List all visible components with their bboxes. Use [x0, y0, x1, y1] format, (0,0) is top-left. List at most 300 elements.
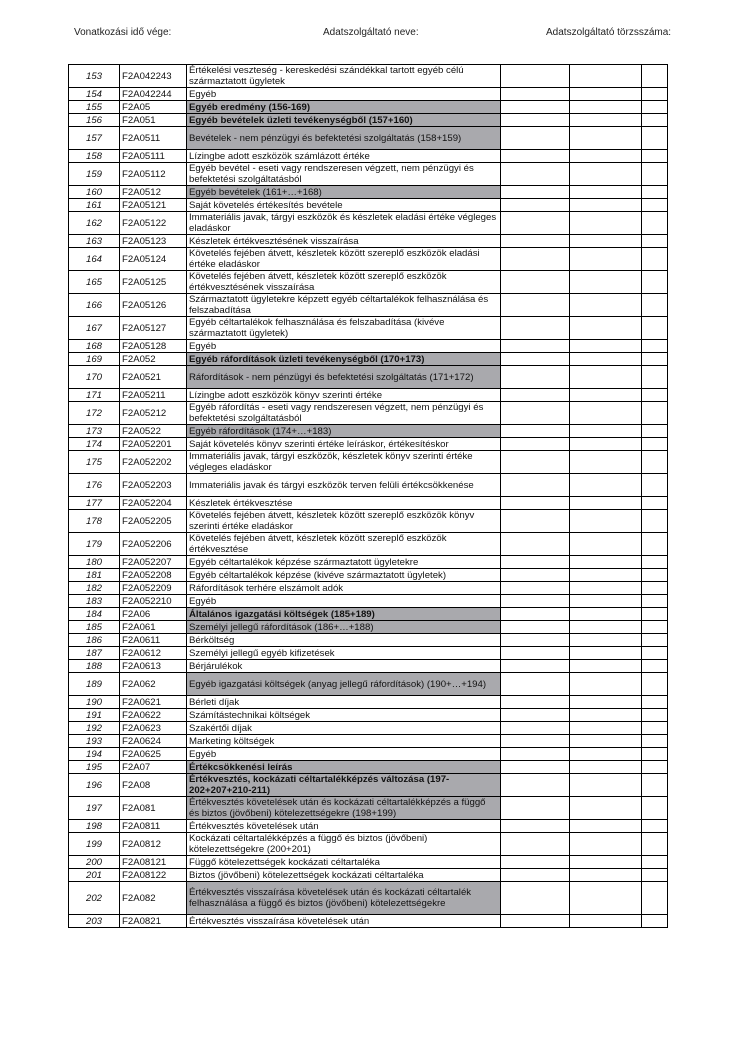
row-code: F2A052203: [120, 474, 187, 497]
value-cell[interactable]: [501, 797, 570, 820]
value-cell[interactable]: [501, 212, 570, 235]
value-cell[interactable]: [642, 510, 668, 533]
row-number: 154: [69, 88, 120, 101]
row-number: 195: [69, 761, 120, 774]
value-cell[interactable]: [642, 621, 668, 634]
row-description: Egyéb: [187, 748, 501, 761]
value-cell[interactable]: [501, 856, 570, 869]
value-cell[interactable]: [642, 833, 668, 856]
value-cell[interactable]: [570, 722, 642, 735]
row-code: F2A05: [120, 101, 187, 114]
value-cell[interactable]: [570, 748, 642, 761]
value-cell[interactable]: [570, 510, 642, 533]
row-number: 186: [69, 634, 120, 647]
value-cell[interactable]: [570, 533, 642, 556]
table-row: [69, 556, 668, 569]
table-row: [69, 389, 668, 402]
value-cell[interactable]: [570, 882, 642, 915]
value-cell[interactable]: [570, 438, 642, 451]
value-cell[interactable]: [501, 353, 570, 366]
value-cell[interactable]: [501, 497, 570, 510]
value-cell[interactable]: [642, 774, 668, 797]
value-cell[interactable]: [642, 709, 668, 722]
row-description: Értékvesztés követelések után és kockázati céltartalékképzés a függő és biztos (jövőbeni) kötelezettségekre (198+199): [187, 797, 501, 820]
value-cell[interactable]: [642, 647, 668, 660]
report-table-body: [69, 65, 668, 928]
value-cell[interactable]: [642, 163, 668, 186]
value-cell[interactable]: [642, 451, 668, 474]
row-description: Egyéb: [187, 595, 501, 608]
table-row: [69, 882, 668, 915]
row-code: F2A05122: [120, 212, 187, 235]
row-number: 201: [69, 869, 120, 882]
value-cell[interactable]: [642, 65, 668, 88]
value-cell[interactable]: [501, 621, 570, 634]
row-code: F2A05212: [120, 402, 187, 425]
value-cell[interactable]: [642, 735, 668, 748]
row-code: F2A0611: [120, 634, 187, 647]
row-description: Egyéb céltartalékok felhasználása és felszabadítása (kivéve származtatott ügyletek): [187, 317, 501, 340]
value-cell[interactable]: [570, 621, 642, 634]
row-description: Számítástechnikai költségek: [187, 709, 501, 722]
table-row: [69, 582, 668, 595]
row-code: F2A0811: [120, 820, 187, 833]
table-row: [69, 150, 668, 163]
table-row: [69, 474, 668, 497]
row-number: 193: [69, 735, 120, 748]
row-description: Egyéb céltartalékok képzése származtatott ügyletekre: [187, 556, 501, 569]
row-number: 183: [69, 595, 120, 608]
row-code: F2A0522: [120, 425, 187, 438]
value-cell[interactable]: [642, 317, 668, 340]
value-cell[interactable]: [570, 869, 642, 882]
row-number: 194: [69, 748, 120, 761]
table-row: [69, 340, 668, 353]
value-cell[interactable]: [501, 595, 570, 608]
table-row: [69, 163, 668, 186]
value-cell[interactable]: [570, 582, 642, 595]
value-cell[interactable]: [501, 114, 570, 127]
row-number: 171: [69, 389, 120, 402]
value-cell[interactable]: [501, 696, 570, 709]
value-cell[interactable]: [501, 65, 570, 88]
value-cell[interactable]: [642, 569, 668, 582]
value-cell[interactable]: [570, 366, 642, 389]
value-cell[interactable]: [501, 199, 570, 212]
value-cell[interactable]: [642, 797, 668, 820]
row-code: F2A052210: [120, 595, 187, 608]
row-description: Immateriális javak és tárgyi eszközök terven felüli értékcsökkenése: [187, 474, 501, 497]
table-row: [69, 186, 668, 199]
table-row: [69, 271, 668, 294]
row-description: Egyéb bevételek üzleti tevékenységből (157+160): [187, 114, 501, 127]
row-number: 164: [69, 248, 120, 271]
value-cell[interactable]: [501, 869, 570, 882]
data-provider-registration-number-label: Adatszolgáltató törzsszáma:: [546, 27, 672, 38]
table-row: [69, 647, 668, 660]
value-cell[interactable]: [642, 186, 668, 199]
row-description: Készletek értékvesztésének visszaírása: [187, 235, 501, 248]
row-number: 165: [69, 271, 120, 294]
table-row: [69, 353, 668, 366]
row-description: Származtatott ügyletekre képzett egyéb céltartalékok felhasználása és felszabadítása: [187, 294, 501, 317]
row-number: 190: [69, 696, 120, 709]
table-row: [69, 212, 668, 235]
value-cell[interactable]: [570, 248, 642, 271]
value-cell[interactable]: [501, 88, 570, 101]
table-row: [69, 114, 668, 127]
value-cell[interactable]: [501, 294, 570, 317]
table-row: [69, 438, 668, 451]
row-code: F2A05211: [120, 389, 187, 402]
table-row: [69, 366, 668, 389]
row-description: Egyéb ráfordítások üzleti tevékenységből (170+173): [187, 353, 501, 366]
row-number: 179: [69, 533, 120, 556]
value-cell[interactable]: [570, 127, 642, 150]
row-description: Saját követelés értékesítés bevétele: [187, 199, 501, 212]
value-cell[interactable]: [501, 660, 570, 673]
value-cell[interactable]: [501, 634, 570, 647]
row-code: F2A08122: [120, 869, 187, 882]
row-code: F2A0623: [120, 722, 187, 735]
value-cell[interactable]: [570, 634, 642, 647]
row-number: 176: [69, 474, 120, 497]
row-description: Egyéb igazgatási költségek (anyag jellegű ráfordítások) (190+…+194): [187, 673, 501, 696]
table-row: [69, 608, 668, 621]
table-row: [69, 533, 668, 556]
row-code: F2A07: [120, 761, 187, 774]
row-code: F2A05127: [120, 317, 187, 340]
value-cell[interactable]: [642, 582, 668, 595]
table-row: [69, 856, 668, 869]
table-row: [69, 294, 668, 317]
value-cell[interactable]: [642, 212, 668, 235]
value-cell[interactable]: [570, 673, 642, 696]
value-cell[interactable]: [570, 595, 642, 608]
value-cell[interactable]: [570, 735, 642, 748]
row-code: F2A052207: [120, 556, 187, 569]
value-cell[interactable]: [501, 271, 570, 294]
value-cell[interactable]: [570, 856, 642, 869]
value-cell[interactable]: [642, 660, 668, 673]
row-description: Egyéb bevétel - eseti vagy rendszeresen végzett, nem pénzügyi és befektetési szolgáltatásból: [187, 163, 501, 186]
row-description: Szakértői díjak: [187, 722, 501, 735]
value-cell[interactable]: [570, 820, 642, 833]
value-cell[interactable]: [642, 634, 668, 647]
value-cell[interactable]: [642, 915, 668, 928]
value-cell[interactable]: [570, 340, 642, 353]
value-cell[interactable]: [570, 88, 642, 101]
value-cell[interactable]: [642, 474, 668, 497]
row-code: F2A042243: [120, 65, 187, 88]
value-cell[interactable]: [570, 425, 642, 438]
value-cell[interactable]: [642, 696, 668, 709]
value-cell[interactable]: [570, 199, 642, 212]
value-cell[interactable]: [501, 533, 570, 556]
row-description: Követelés fejében átvett, készletek között szereplő eszközök könyv szerinti értéke eladáskor: [187, 510, 501, 533]
row-number: 198: [69, 820, 120, 833]
value-cell[interactable]: [642, 425, 668, 438]
value-cell[interactable]: [570, 797, 642, 820]
row-description: Saját követelés könyv szerinti értéke leíráskor, értékesítéskor: [187, 438, 501, 451]
table-row: [69, 709, 668, 722]
value-cell[interactable]: [570, 353, 642, 366]
row-description: Egyéb: [187, 88, 501, 101]
value-cell[interactable]: [501, 127, 570, 150]
row-code: F2A0621: [120, 696, 187, 709]
value-cell[interactable]: [642, 402, 668, 425]
row-description: Egyéb céltartalékok képzése (kivéve származtatott ügyletek): [187, 569, 501, 582]
value-cell[interactable]: [570, 294, 642, 317]
value-cell[interactable]: [570, 647, 642, 660]
value-cell[interactable]: [501, 451, 570, 474]
row-description: Lízingbe adott eszközök számlázott értéke: [187, 150, 501, 163]
value-cell[interactable]: [642, 533, 668, 556]
row-description: Személyi jellegű ráfordítások (186+…+188): [187, 621, 501, 634]
value-cell[interactable]: [501, 474, 570, 497]
row-description: Ráfordítások - nem pénzügyi és befektetési szolgáltatás (171+172): [187, 366, 501, 389]
row-code: F2A052205: [120, 510, 187, 533]
value-cell[interactable]: [501, 774, 570, 797]
table-row: [69, 569, 668, 582]
row-code: F2A062: [120, 673, 187, 696]
data-provider-name-label: Adatszolgáltató neve:: [323, 27, 419, 38]
row-description: Követelés fejében átvett, készletek között szereplő eszközök értékvesztésének visszaírása: [187, 271, 501, 294]
row-description: Bérköltség: [187, 634, 501, 647]
value-cell[interactable]: [501, 833, 570, 856]
value-cell[interactable]: [642, 389, 668, 402]
value-cell[interactable]: [642, 497, 668, 510]
row-number: 187: [69, 647, 120, 660]
value-cell[interactable]: [570, 101, 642, 114]
table-row: [69, 660, 668, 673]
row-code: F2A061: [120, 621, 187, 634]
value-cell[interactable]: [642, 882, 668, 915]
table-row: [69, 797, 668, 820]
value-cell[interactable]: [501, 101, 570, 114]
row-code: F2A081: [120, 797, 187, 820]
value-cell[interactable]: [501, 915, 570, 928]
row-code: F2A0613: [120, 660, 187, 673]
table-row: [69, 761, 668, 774]
value-cell[interactable]: [642, 101, 668, 114]
row-code: F2A082: [120, 882, 187, 915]
value-cell[interactable]: [501, 722, 570, 735]
value-cell[interactable]: [642, 820, 668, 833]
value-cell[interactable]: [501, 647, 570, 660]
value-cell[interactable]: [570, 761, 642, 774]
value-cell[interactable]: [642, 271, 668, 294]
value-cell[interactable]: [501, 673, 570, 696]
value-cell[interactable]: [570, 114, 642, 127]
value-cell[interactable]: [501, 510, 570, 533]
row-description: Immateriális javak, tárgyi eszközök és készletek eladási értéke végleges eladáskor: [187, 212, 501, 235]
value-cell[interactable]: [642, 127, 668, 150]
table-row: [69, 65, 668, 88]
value-cell[interactable]: [501, 186, 570, 199]
row-code: F2A052209: [120, 582, 187, 595]
value-cell[interactable]: [501, 761, 570, 774]
value-cell[interactable]: [570, 915, 642, 928]
value-cell[interactable]: [642, 366, 668, 389]
value-cell[interactable]: [570, 65, 642, 88]
value-cell[interactable]: [642, 438, 668, 451]
row-description: Lízingbe adott eszközök könyv szerinti értéke: [187, 389, 501, 402]
row-number: 184: [69, 608, 120, 621]
row-number: 182: [69, 582, 120, 595]
row-code: F2A0512: [120, 186, 187, 199]
row-number: 159: [69, 163, 120, 186]
row-code: F2A052202: [120, 451, 187, 474]
value-cell[interactable]: [570, 212, 642, 235]
row-description: Készletek értékvesztése: [187, 497, 501, 510]
value-cell[interactable]: [642, 248, 668, 271]
value-cell[interactable]: [501, 340, 570, 353]
row-description: Marketing költségek: [187, 735, 501, 748]
row-number: 188: [69, 660, 120, 673]
row-number: 200: [69, 856, 120, 869]
value-cell[interactable]: [570, 317, 642, 340]
value-cell[interactable]: [570, 451, 642, 474]
value-cell[interactable]: [501, 556, 570, 569]
table-row: [69, 774, 668, 797]
value-cell[interactable]: [570, 163, 642, 186]
value-cell[interactable]: [570, 608, 642, 621]
value-cell[interactable]: [501, 389, 570, 402]
row-code: F2A0821: [120, 915, 187, 928]
table-row: [69, 317, 668, 340]
row-code: F2A052204: [120, 497, 187, 510]
row-description: Bérjárulékok: [187, 660, 501, 673]
value-cell[interactable]: [570, 150, 642, 163]
value-cell[interactable]: [570, 833, 642, 856]
value-cell[interactable]: [642, 856, 668, 869]
row-description: Bevételek - nem pénzügyi és befektetési szolgáltatás (158+159): [187, 127, 501, 150]
row-number: 169: [69, 353, 120, 366]
value-cell[interactable]: [570, 556, 642, 569]
value-cell[interactable]: [570, 497, 642, 510]
value-cell[interactable]: [570, 186, 642, 199]
row-number: 191: [69, 709, 120, 722]
value-cell[interactable]: [501, 735, 570, 748]
value-cell[interactable]: [570, 389, 642, 402]
value-cell[interactable]: [570, 774, 642, 797]
row-number: 202: [69, 882, 120, 915]
value-cell[interactable]: [501, 425, 570, 438]
row-code: F2A0612: [120, 647, 187, 660]
table-row: [69, 735, 668, 748]
value-cell[interactable]: [570, 660, 642, 673]
row-number: 189: [69, 673, 120, 696]
value-cell[interactable]: [642, 88, 668, 101]
value-cell[interactable]: [642, 150, 668, 163]
table-row: [69, 621, 668, 634]
row-description: Egyéb ráfordítások (174+…+183): [187, 425, 501, 438]
table-row: [69, 510, 668, 533]
table-row: [69, 248, 668, 271]
value-cell[interactable]: [570, 696, 642, 709]
row-code: F2A052206: [120, 533, 187, 556]
value-cell[interactable]: [642, 353, 668, 366]
row-number: 175: [69, 451, 120, 474]
value-cell[interactable]: [501, 882, 570, 915]
value-cell[interactable]: [642, 114, 668, 127]
row-description: Értékcsökkenési leírás: [187, 761, 501, 774]
value-cell[interactable]: [501, 163, 570, 186]
row-number: 196: [69, 774, 120, 797]
value-cell[interactable]: [501, 608, 570, 621]
row-description: Kockázati céltartalékképzés a függő és biztos (jövőbeni) kötelezettségekre (200+201): [187, 833, 501, 856]
row-number: 185: [69, 621, 120, 634]
table-row: [69, 748, 668, 761]
row-code: F2A08: [120, 774, 187, 797]
table-row: [69, 425, 668, 438]
value-cell[interactable]: [501, 569, 570, 582]
row-description: Értékvesztés visszaírása követelések után és kockázati céltartalék felhasználása a függő és biztos (jövőbeni) kötelezettségekre: [187, 882, 501, 915]
value-cell[interactable]: [642, 608, 668, 621]
value-cell[interactable]: [642, 235, 668, 248]
table-row: [69, 696, 668, 709]
value-cell[interactable]: [501, 317, 570, 340]
value-cell[interactable]: [642, 294, 668, 317]
table-row: [69, 833, 668, 856]
row-number: 181: [69, 569, 120, 582]
value-cell[interactable]: [570, 474, 642, 497]
row-code: F2A05124: [120, 248, 187, 271]
value-cell[interactable]: [570, 271, 642, 294]
table-row: [69, 673, 668, 696]
value-cell[interactable]: [570, 709, 642, 722]
value-cell[interactable]: [501, 402, 570, 425]
value-cell[interactable]: [501, 582, 570, 595]
value-cell[interactable]: [501, 438, 570, 451]
reporting-period-end-label: Vonatkozási idő vége:: [74, 27, 172, 38]
value-cell[interactable]: [642, 869, 668, 882]
row-number: 157: [69, 127, 120, 150]
row-description: Függő kötelezettségek kockázati céltartaléka: [187, 856, 501, 869]
row-number: 199: [69, 833, 120, 856]
value-cell[interactable]: [501, 748, 570, 761]
value-cell[interactable]: [642, 595, 668, 608]
row-code: F2A05126: [120, 294, 187, 317]
row-description: Ráfordítások terhére elszámolt adók: [187, 582, 501, 595]
row-number: 163: [69, 235, 120, 248]
value-cell[interactable]: [501, 820, 570, 833]
value-cell[interactable]: [570, 402, 642, 425]
value-cell[interactable]: [642, 556, 668, 569]
row-number: 197: [69, 797, 120, 820]
value-cell[interactable]: [501, 235, 570, 248]
value-cell[interactable]: [570, 569, 642, 582]
row-code: F2A052201: [120, 438, 187, 451]
value-cell[interactable]: [642, 673, 668, 696]
value-cell[interactable]: [642, 761, 668, 774]
value-cell[interactable]: [501, 709, 570, 722]
table-row: [69, 127, 668, 150]
value-cell[interactable]: [642, 748, 668, 761]
row-number: 203: [69, 915, 120, 928]
value-cell[interactable]: [501, 150, 570, 163]
row-code: F2A0625: [120, 748, 187, 761]
row-description: Egyéb bevételek (161+…+168): [187, 186, 501, 199]
value-cell[interactable]: [501, 366, 570, 389]
value-cell[interactable]: [570, 235, 642, 248]
value-cell[interactable]: [642, 340, 668, 353]
value-cell[interactable]: [642, 199, 668, 212]
value-cell[interactable]: [501, 248, 570, 271]
value-cell[interactable]: [642, 722, 668, 735]
row-description: Értékvesztés visszaírása követelések után: [187, 915, 501, 928]
